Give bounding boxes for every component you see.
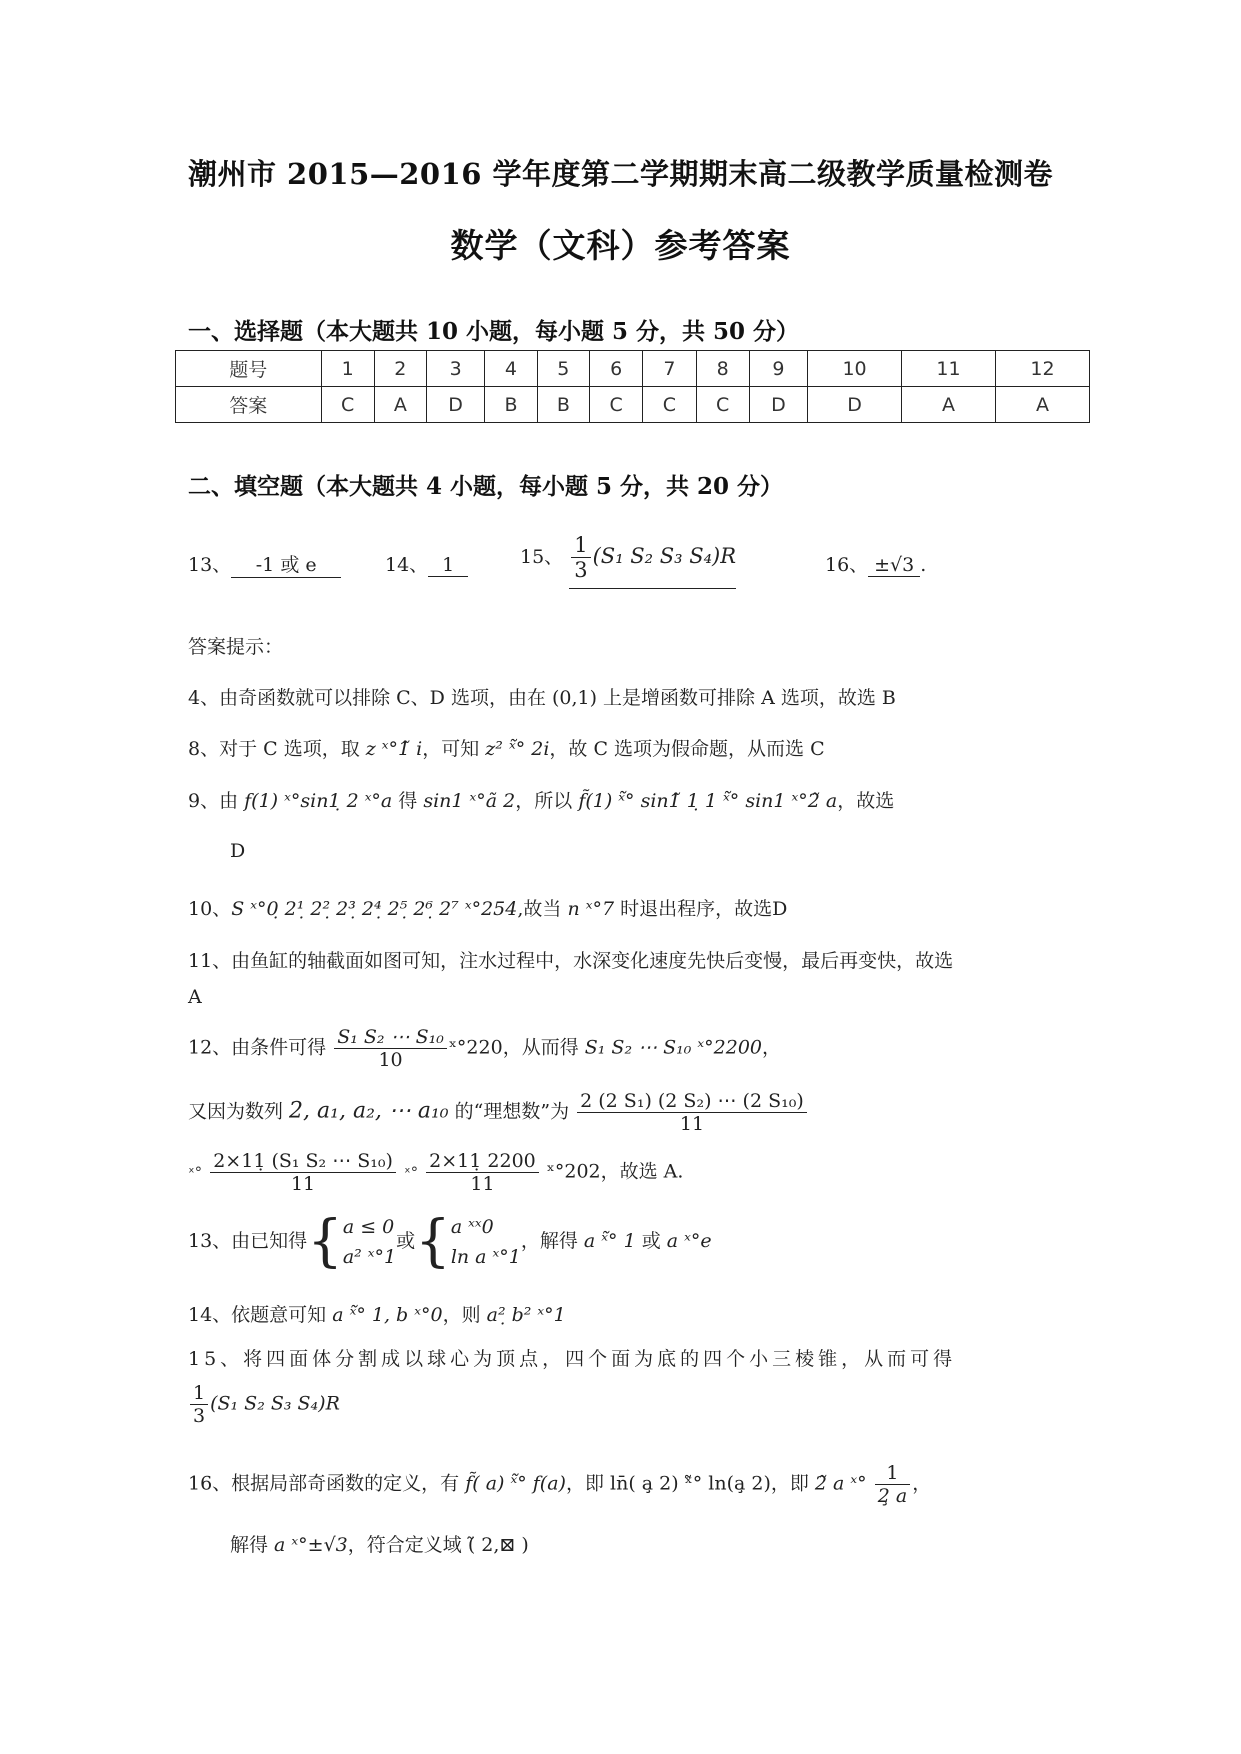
fraction-denominator: 3: [193, 1405, 206, 1427]
hint-text: 8、对于 C 选项，取: [188, 738, 366, 760]
math-expression: S₁ S₂ ⋯ S₁₀ ˣ°2200: [584, 1036, 763, 1059]
math-expression: z ˣ°1̃ i: [365, 738, 423, 760]
table-cell: 12: [995, 351, 1089, 387]
fraction-numerator: S₁ S₂ ⋯ S₁₀: [334, 1026, 447, 1049]
hint-text: 得: [392, 790, 424, 812]
hint-12-line1: [188, 1026, 781, 1071]
fraction-numerator: 1: [875, 1462, 910, 1485]
document-subtitle: 数学（文科）参考答案: [450, 226, 791, 265]
hint-13: [188, 1209, 712, 1274]
table-cell: 7: [643, 351, 696, 387]
fraction-denominator: 11: [679, 1113, 705, 1135]
document-title: 潮州市 2015—2016 学年度第二学期期末高二级教学质量检测卷: [187, 157, 1054, 191]
hint-14: [188, 1300, 566, 1327]
hint-text: ，可知: [422, 738, 486, 760]
table-cell: 10: [808, 351, 902, 387]
table-cell: C: [643, 387, 696, 423]
table-cell: 3: [426, 351, 484, 387]
hint-text: ，: [762, 1036, 782, 1059]
table-cell: D: [426, 387, 484, 423]
fraction: [190, 1382, 208, 1427]
math-expression: 2̃ a ˣ°: [814, 1472, 867, 1495]
case-system: [451, 1212, 521, 1272]
hint-text: 解得: [230, 1534, 275, 1556]
fill-answer-15: [520, 533, 736, 589]
table-cell: 8: [696, 351, 749, 387]
fraction: [577, 1090, 807, 1135]
hint-text: ，: [912, 1472, 932, 1495]
fraction-numerator: 2×11̣ 2200: [426, 1150, 539, 1173]
hint-text: 14、依题意可知: [188, 1304, 333, 1326]
case-line: a ˣˣ0: [450, 1216, 494, 1238]
table-row-numbers: [176, 351, 1090, 387]
hint-8: [188, 734, 825, 761]
hint-9: [188, 786, 894, 813]
hint-text: 时退出程序，故选D: [614, 898, 788, 920]
math-expression: f̃(1) ˣ̃° sin1̃ 1̣ 1 ˣ̃° sin1 ˣ°2̃ a: [578, 790, 838, 812]
hint-text: ，即: [565, 1472, 610, 1495]
fraction: [334, 1026, 447, 1071]
table-cell: B: [537, 387, 589, 423]
case-line: a ≤ 0: [342, 1216, 395, 1238]
table-cell: B: [485, 387, 537, 423]
hint-text: ，即: [770, 1472, 815, 1495]
hint-12-line3: [188, 1150, 683, 1195]
fraction-denominator: 3: [574, 558, 588, 582]
table-cell: 4: [485, 351, 537, 387]
fraction: [210, 1150, 396, 1195]
math-expression: ˣ°202，故选 A.: [546, 1160, 684, 1183]
hint-text: ，故选: [837, 790, 895, 812]
question-number: 13、: [188, 554, 232, 576]
math-expression: S ˣ°0̣ 2¹̣ 2²̣ 2³̣ 2⁴̣ 2⁵̣ 2⁶̣ 2⁷ ˣ°254: [231, 898, 518, 920]
left-brace: {: [307, 1209, 343, 1274]
math-expression: 2, a₁, a₂, ⋯ a₁₀: [289, 1098, 449, 1124]
math-expression: z² ˣ̃° 2i: [485, 738, 550, 760]
hint-text: 又因为数列: [188, 1100, 290, 1123]
table-cell: C: [321, 387, 374, 423]
answer-blank: 1: [428, 554, 468, 577]
fill-answer-16: [825, 550, 926, 577]
period: .: [920, 554, 927, 576]
row-header: 题号: [176, 351, 322, 387]
fraction: [426, 1150, 539, 1195]
hint-16: [188, 1462, 931, 1507]
math-expression: f(1) ˣ°sin1̣ 2 ˣ°a: [244, 790, 393, 812]
fill-answer-14: [385, 550, 468, 577]
math-expression: n ˣ°7: [567, 898, 615, 920]
hint-11-continued: A: [188, 986, 202, 1008]
table-cell: 6: [590, 351, 643, 387]
hint-text: ，符合定义域: [347, 1534, 468, 1556]
fraction-denominator: 11: [470, 1173, 495, 1195]
hint-text: ,故当: [517, 898, 568, 920]
hint-text: ，所以: [515, 790, 579, 812]
question-number: 15、: [520, 546, 564, 568]
fraction: [875, 1462, 910, 1507]
section-heading-fill: 二、填空题（本大题共 4 小题，每小题 5 分，共 20 分）: [188, 473, 784, 500]
hint-text: 12、由条件可得: [188, 1036, 327, 1059]
hint-text: ，故 C 选项为假命题，从而选 C: [549, 738, 825, 760]
question-number: 14、: [385, 554, 429, 576]
answer-table: [175, 350, 1090, 423]
fraction-denominator: 10: [378, 1049, 403, 1071]
case-system: [343, 1212, 396, 1272]
hint-text: 10、: [188, 898, 232, 920]
table-cell: A: [995, 387, 1089, 423]
fill-answer-13: [188, 550, 341, 578]
math-expression: a ˣ̃° 1: [583, 1230, 636, 1252]
case-line: a² ˣ°1: [342, 1246, 397, 1268]
hint-16-continued: [230, 1530, 529, 1557]
hint-text: 或: [396, 1230, 416, 1252]
math-expression: ln̄( a̧ 2) ˣ̃° ln(a̧ 2): [610, 1472, 771, 1495]
row-header: 答案: [176, 387, 322, 423]
answer-blank: -1 或 e: [231, 550, 341, 578]
fraction-numerator: 1: [571, 533, 590, 558]
hint-9-continued: D: [230, 840, 246, 862]
math-expression: sin1 ˣ°ã 2: [423, 790, 516, 812]
hint-text: 或: [635, 1230, 667, 1252]
hint-text: ，解得: [520, 1230, 584, 1252]
hint-text: 的“理想数”为: [448, 1100, 570, 1123]
hint-11: 11、由鱼缸的轴截面如图可知，注水过程中，水深变化速度先快后变慢，最后再变快，故选: [188, 950, 954, 972]
answer-blank: ±√3: [868, 554, 920, 577]
table-cell: A: [374, 387, 426, 423]
case-line: ln a ˣ°1: [450, 1246, 521, 1268]
math-expression: ˣ°220: [448, 1036, 503, 1059]
section-heading-choice: 一、选择题（本大题共 10 小题，每小题 5 分，共 50 分）: [188, 318, 800, 345]
fraction: [571, 533, 590, 582]
hint-15: 15、将四面体分割成以球心为顶点，四个面为底的四个小三棱锥，从而可得: [188, 1348, 957, 1370]
math-expression: (̃ 2,⊠ ): [467, 1534, 529, 1556]
fraction-numerator: 2×11̣ (S₁ S₂ ⋯ S₁₀): [210, 1150, 396, 1173]
hint-text: 13、由已知得: [188, 1230, 308, 1252]
math-expression: a ˣ°e: [666, 1230, 712, 1252]
fraction-denominator: 2̧ a: [877, 1485, 908, 1507]
hint-text: 9、由: [188, 790, 245, 812]
table-cell: C: [590, 387, 643, 423]
fraction-denominator: 11: [290, 1173, 316, 1195]
answer-blank: [569, 533, 736, 589]
hint-12-line2: [188, 1090, 809, 1135]
math-expression: f̃( a) ˣ̃° f(a): [465, 1472, 566, 1495]
left-brace: {: [415, 1209, 451, 1274]
table-cell: A: [902, 387, 996, 423]
hint-4: 4、由奇函数就可以排除 C、D 选项，由在 (0,1) 上是增函数可排除 A 选项，故选 B: [188, 687, 896, 709]
hint-text: ，则: [442, 1304, 487, 1326]
math-expression: a ˣ̃° 1, b ˣ°0: [332, 1304, 443, 1326]
table-cell: 1: [321, 351, 374, 387]
math-symbol: ˣ°: [403, 1163, 419, 1182]
table-cell: 9: [749, 351, 807, 387]
hint-text: ，从而得: [502, 1036, 585, 1059]
math-expression: (S₁ S₂ S₃ S₄)R: [210, 1392, 340, 1415]
table-cell: D: [749, 387, 807, 423]
table-cell: 11: [902, 351, 996, 387]
table-cell: D: [808, 387, 902, 423]
hints-heading: 答案提示：: [188, 636, 284, 658]
table-cell: 2: [374, 351, 426, 387]
math-expression: a ˣ°±√3: [274, 1534, 348, 1556]
table-row-answers: [176, 387, 1090, 423]
table-cell: C: [696, 387, 749, 423]
hint-10: [188, 894, 787, 921]
hint-15-continued: [188, 1382, 340, 1427]
table-cell: 5: [537, 351, 589, 387]
fraction-numerator: 1: [190, 1382, 208, 1405]
math-expression: (S₁ S₂ S₃ S₄)R: [592, 544, 737, 568]
question-number: 16、: [825, 554, 869, 576]
hint-text: 16、根据局部奇函数的定义，有: [188, 1472, 466, 1495]
math-expression: a²̣ b² ˣ°1: [486, 1304, 566, 1326]
math-symbol: ˣ°: [188, 1163, 203, 1182]
fraction-numerator: 2 (2 S₁) (2 S₂) ⋯ (2 S₁₀): [577, 1090, 807, 1113]
